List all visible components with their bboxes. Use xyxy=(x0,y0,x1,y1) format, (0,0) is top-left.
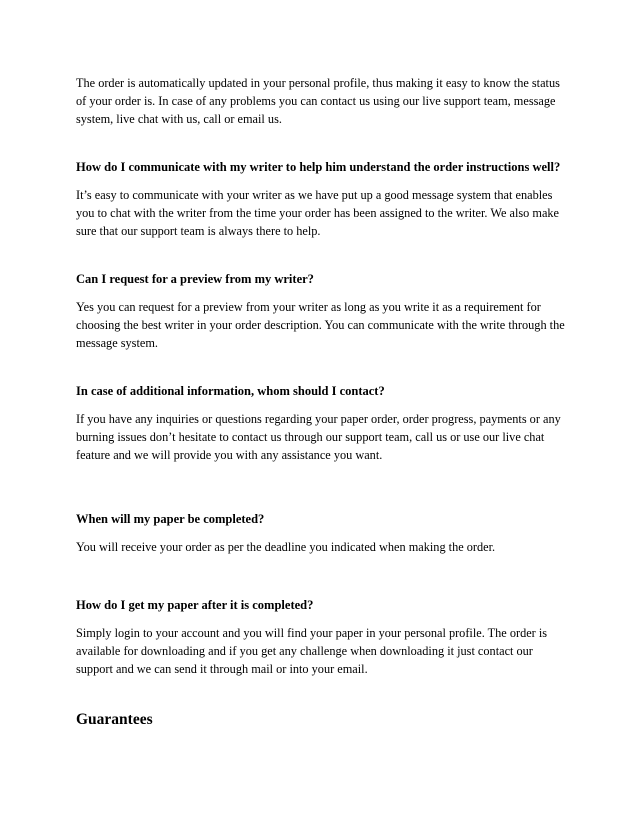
faq-answer-preview: Yes you can request for a preview from your writer as long as you write it as a requirement for choosing the best writer in your order description. You can communicate with the write through the message system. xyxy=(76,300,565,350)
faq-question-communicate: How do I communicate with my writer to help him understand the order instructions well? xyxy=(76,160,561,174)
faq-answer-communicate: It’s easy to communicate with your writer as we have put up a good message system that enables you to chat with the writer from the time your order has been assigned to the writer. We also make sure that our support team is always there to help. xyxy=(76,188,560,238)
faq-question-preview: Can I request for a preview from my writer? xyxy=(76,272,314,286)
faq-question-get-paper: How do I get my paper after it is completed? xyxy=(76,598,314,612)
faq-question-completed: When will my paper be completed? xyxy=(76,512,265,526)
faq-question-contact: In case of additional information, whom should I contact? xyxy=(76,384,385,398)
faq-answer-get-paper: Simply login to your account and you will find your paper in your personal profile. The order is available for downloading and if you get any challenge when downloading it just contact our support and we can send it through mail or into your email. xyxy=(76,626,548,676)
faq-answer-completed: You will receive your order as per the deadline you indicated when making the order. xyxy=(76,540,496,554)
section-heading-guarantees: Guarantees xyxy=(76,711,153,728)
intro-paragraph: The order is automatically updated in your personal profile, thus making it easy to know the status of your order is. In case of any problems you can contact us using our live support team, message system, live chat with us, call or email us. xyxy=(76,76,560,126)
faq-answer-contact: If you have any inquiries or questions regarding your paper order, order progress, payments or any burning issues don’t hesitate to contact us through our support team, call us or use our live chat feature and we will provide you with any assistance you want. xyxy=(76,412,561,462)
